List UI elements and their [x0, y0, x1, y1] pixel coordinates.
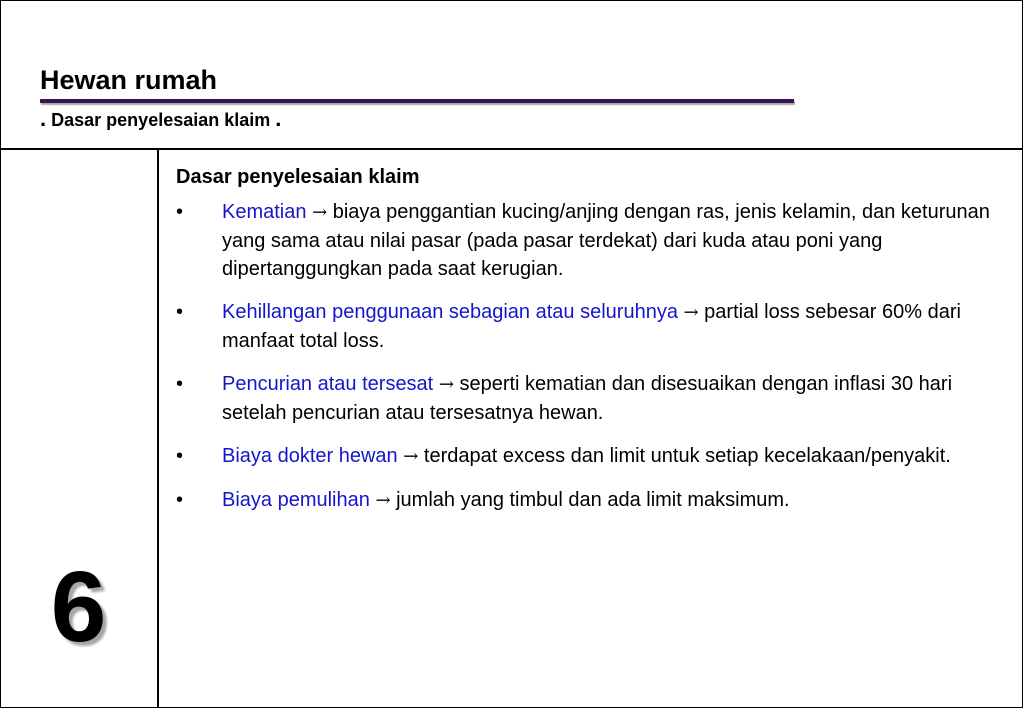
item-term: Biaya pemulihan	[222, 489, 370, 511]
bullet-list	[176, 198, 996, 515]
item-text: terdapat excess dan limit untuk setiap kecelakaan/penyakit.	[423, 445, 951, 467]
item-term: Kematian	[222, 201, 307, 223]
arrow-right-icon: →	[438, 374, 454, 395]
item-term: Biaya dokter hewan	[222, 445, 398, 467]
left-panel-divider	[157, 148, 159, 708]
item-term: Kehillangan penggunaan sebagian atau seluruhnya	[222, 301, 678, 323]
subtitle-dot-left: .	[40, 106, 47, 131]
list-item	[176, 298, 996, 355]
content-area	[176, 164, 996, 530]
item-text: partial loss sebesar 60% dari manfaat total loss.	[222, 301, 961, 352]
list-item	[176, 198, 996, 283]
subtitle-dot-right: .	[275, 106, 282, 131]
item-term: Pencurian atau tersesat	[222, 373, 434, 395]
slide-number: 6	[50, 551, 107, 663]
header-divider	[0, 148, 1023, 150]
title-underline-rule	[40, 99, 794, 103]
arrow-right-icon: →	[375, 490, 391, 511]
item-text: biaya penggantian kucing/anjing dengan ras, jenis kelamin, dan keturunan yang sama atau nilai pasar (pada pasar terdekat) dari kuda atau poni yang dipertanggungkan pada saat kerugian.	[222, 201, 990, 280]
slide-title: Hewan rumah	[40, 65, 218, 95]
section-heading: Dasar penyelesaian klaim	[176, 166, 420, 188]
item-text: jumlah yang timbul dan ada limit maksimum.	[396, 489, 790, 511]
bullet-icon: •	[176, 373, 184, 395]
bullet-icon: •	[176, 201, 184, 223]
list-item	[176, 486, 996, 515]
bullet-icon: •	[176, 301, 184, 323]
arrow-right-icon: →	[312, 202, 328, 223]
list-item	[176, 370, 996, 427]
bullet-icon: •	[176, 489, 184, 511]
slide-subtitle	[40, 108, 281, 131]
arrow-right-icon: →	[683, 302, 699, 323]
subtitle-text: Dasar penyelesaian klaim	[51, 110, 271, 130]
arrow-right-icon: →	[403, 446, 419, 467]
bullet-icon: •	[176, 445, 184, 467]
item-text: seperti kematian dan disesuaikan dengan inflasi 30 hari setelah pencurian atau tersesatnya hewan.	[222, 373, 953, 424]
list-item	[176, 442, 996, 471]
